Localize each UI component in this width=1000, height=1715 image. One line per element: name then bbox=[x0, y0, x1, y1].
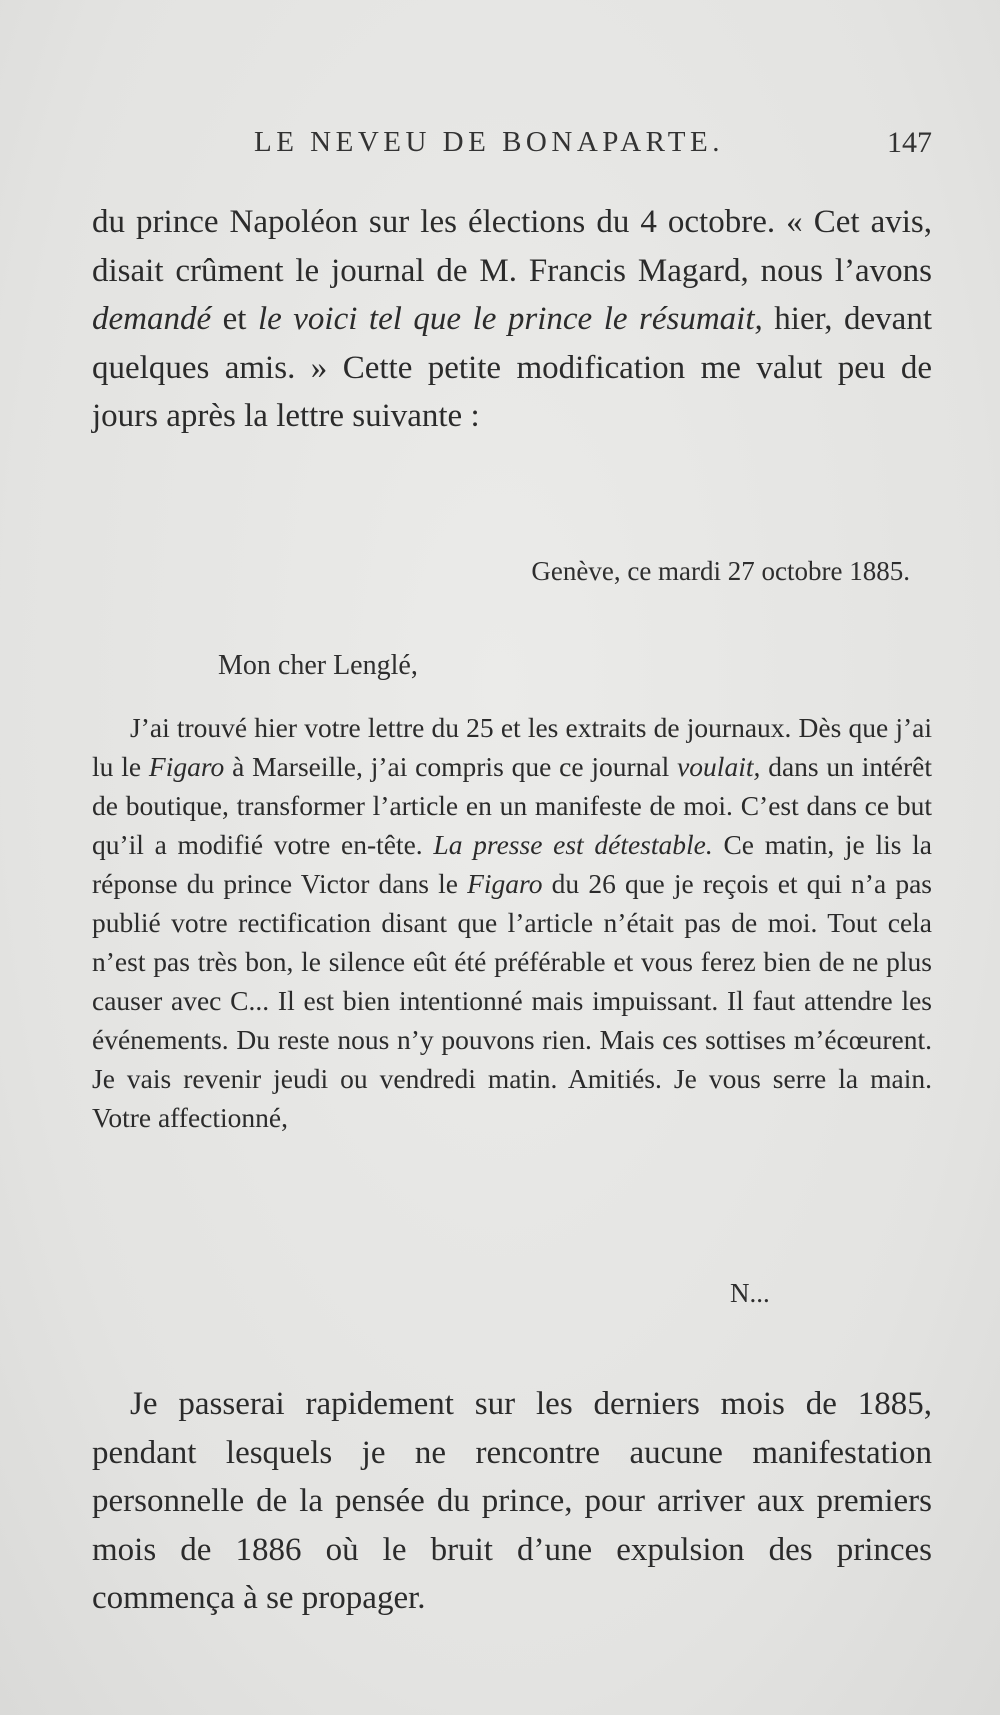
page-number: 147 bbox=[887, 126, 932, 159]
letter-text-4: Ce matin, je lis la réponse du prince Victor dans le bbox=[92, 829, 932, 899]
intro-text-3: hier, devant quelques amis. » Cette petite modification me valut peu de jours après la lettre suivante : bbox=[92, 301, 932, 434]
letter-text-1: J’ai trouvé hier votre lettre du 25 et les extraits de journaux. Dès que j’ai lu le bbox=[92, 712, 932, 782]
letter-italic-1: Figaro bbox=[148, 751, 225, 782]
letter-italic-3: La presse est détestable. bbox=[433, 829, 713, 860]
letter-italic-4: Figaro bbox=[467, 868, 543, 899]
running-title: LE NEVEU DE BONAPARTE. bbox=[254, 126, 724, 158]
letter-body bbox=[92, 708, 932, 1137]
intro-paragraph bbox=[92, 198, 932, 441]
letter-text-3: dans un intérêt de boutique, transformer l’article en un manifeste de moi. C’est dans ce but qu’il a modifié votre en-tête. bbox=[92, 751, 932, 860]
letter-text-5: du 26 que je reçois et qui n’a pas publié votre rectification disant que l’article n’était pas de moi. Tout cela n’est pas très bon, le silence eût été préférable et vous ferez bien de ne plus causer avec C... Il est bien intentionné mais impuissant. Il faut attendre les événements. Du reste nous n’y pouvons rien. Mais ces sottises m’écœurent. Je vais revenir jeudi ou vendredi matin. Amitiés. Je vous serre la main. Votre affectionné, bbox=[92, 868, 932, 1133]
intro-italic-2: le voici tel que le prince le résumait, bbox=[257, 301, 763, 337]
intro-text-2: et bbox=[211, 301, 258, 337]
intro-italic-1: demandé bbox=[92, 301, 212, 337]
letter-dateline: Genève, ce mardi 27 octobre 1885. bbox=[531, 556, 910, 586]
closing-paragraph: Je passerai rapidement sur les derniers mois de 1885, pendant lesquels je ne rencontre aucune manifestation personnelle de la pensée du prince, pour arriver aux premiers mois de 1886 où le bruit d’une expulsion des princes commença à se propager. bbox=[92, 1386, 932, 1616]
intro-text-1: du prince Napoléon sur les élections du 4 octobre. « Cet avis, disait crûment le journal de M. Francis Magard, nous l’avons bbox=[92, 204, 932, 289]
letter-signature: N... bbox=[730, 1278, 770, 1308]
letter-salutation: Mon cher Lenglé, bbox=[218, 650, 418, 681]
letter-italic-2: voulait, bbox=[677, 751, 761, 782]
letter-text-2: à Marseille, j’ai compris que ce journal bbox=[224, 751, 678, 782]
page-header bbox=[92, 126, 932, 166]
